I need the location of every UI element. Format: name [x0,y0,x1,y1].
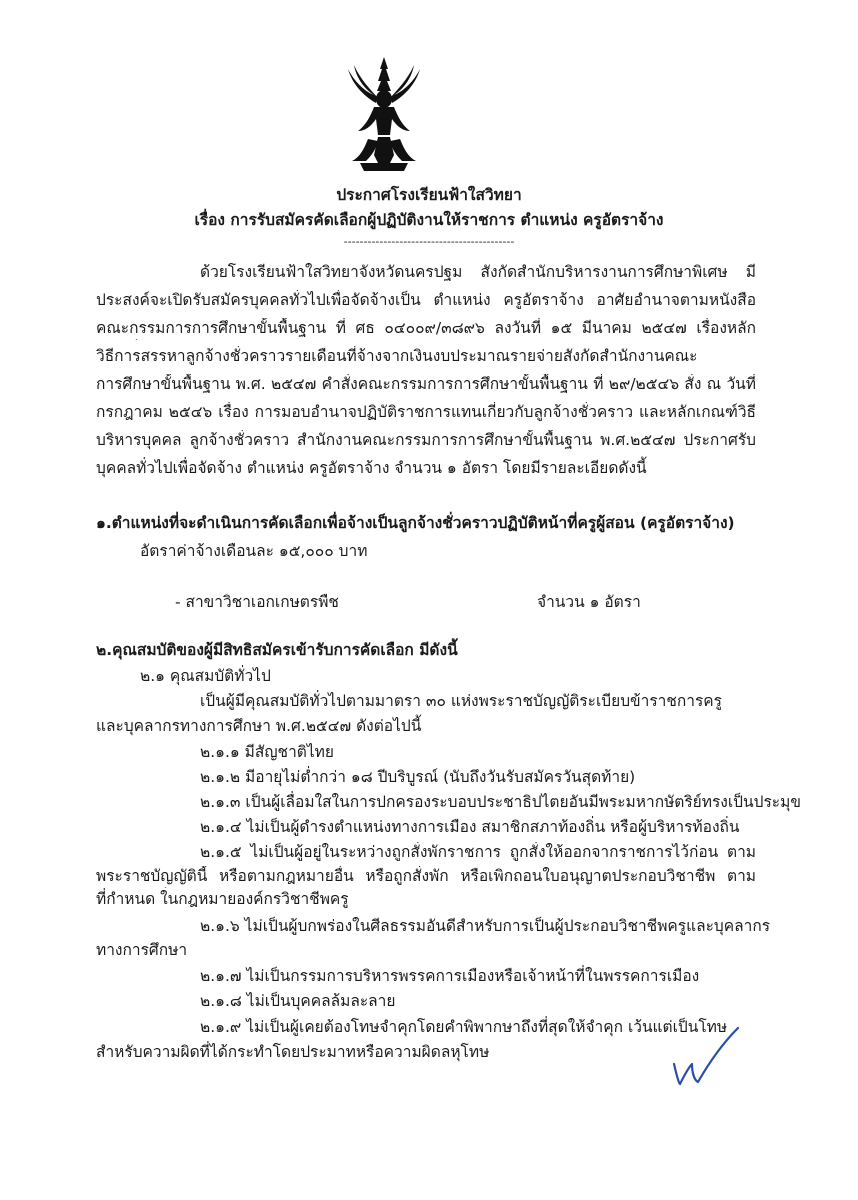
section-2-1-heading: ๒.๑ คุณสมบัติทั่วไป [140,667,271,685]
qualification-item: ๒.๑.๓ เป็นผู้เลื่อมใสในการปกครองระบอบประชาธิปไตยอันมีพระมหากษัตริย์ทรงเป็นประมุข [200,793,801,811]
intro-line: ประสงค์จะเปิดรับสมัครบุคคลทั่วไปเพื่อจัดจ้างเป็น ตำแหน่ง ครูอัตราจ้าง อาศัยอำนาจตามหนังสือ [96,291,756,309]
section-1-heading: ๑.ตำแหน่งที่จะดำเนินการคัดเลือกเพื่อจ้างเป็นลูกจ้างชั่วคราวปฏิบัติหน้าที่ครูผู้สอน (ครูอัตราจ้าง) [96,514,735,532]
intro-line: คณะกรรมการการศึกษาขั้นพื้นฐาน ที่ ศธ ๐๔๐๐๙/๓๘๙๖ ลงวันที่ ๑๕ มีนาคม ๒๕๔๗ เรื่องหลัก [96,319,756,337]
qualification-item-continued: พระราชบัญญัตินี้ หรือตามกฎหมายอื่น หรือถูกสั่งพัก หรือเพิกถอนใบอนุญาตประกอบวิชาชีพ ตาม [96,867,756,885]
handwritten-initial-signature [666,1024,746,1094]
qualification-item: ๒.๑.๗ ไม่เป็นกรรมการบริหารพรรคการเมืองหรือเจ้าหน้าที่ในพรรคการเมือง [200,967,700,985]
position-count: จำนวน ๑ อัตรา [537,593,641,611]
general-qualification-line: และบุคลากรทางการศึกษา พ.ศ.๒๕๔๗ ดังต่อไปนี้ [96,717,422,735]
document-subject: เรื่อง การรับสมัครคัดเลือกผู้ปฏิบัติงานให้ราชการ ตำแหน่ง ครูอัตราจ้าง [194,211,664,229]
qualification-item-continued: ที่กำหนด ในกฎหมายองค์กรวิชาชีพครู [96,890,349,908]
qualification-item: ๒.๑.๔ ไม่เป็นผู้ดำรงตำแหน่งทางการเมือง สมาชิกสภาท้องถิ่น หรือผู้บริหารท้องถิ่น [200,818,740,836]
intro-line: ด้วยโรงเรียนฟ้าใสวิทยาจังหวัดนครปฐม สังกัดสำนักบริหารงานการศึกษาพิเศษ มี [200,263,756,281]
intro-line: กรกฎาคม ๒๕๔๖ เรื่อง การมอบอำนาจปฏิบัติราชการแทนเกี่ยวกับลูกจ้างชั่วคราว และหลักเกณฑ์วิธี [96,403,756,421]
qualification-item: ๒.๑.๒ มีอายุไม่ต่ำกว่า ๑๘ ปีบริบูรณ์ (นับถึงวันรับสมัครวันสุดท้าย) [200,768,636,786]
section-2-heading: ๒.คุณสมบัติของผู้มีสิทธิสมัครเข้ารับการคัดเลือก มีดังนี้ [96,641,458,659]
garuda-emblem-icon [344,55,424,175]
intro-line: วิธีการสรรหาลูกจ้างชั่วคราวรายเดือนที่จ้างจากเงินงบประมาณรายจ่ายสังกัดสำนักงานคณะ [96,347,698,365]
intro-line: การศึกษาขั้นพื้นฐาน พ.ศ. ๒๕๔๗ คำสั่งคณะกรรมการการศึกษาขั้นพื้นฐาน ที่ ๒๙/๒๕๔๖ สั่ง ณ วันที่ [96,375,756,393]
qualification-item: ๒.๑.๑ มีสัญชาติไทย [200,743,334,761]
divider: ------------------------------------------- [343,235,515,248]
qualification-item-continued: สำหรับความผิดที่ได้กระทำโดยประมาทหรือความผิดลหุโทษ [96,1043,490,1061]
general-qualification-line: เป็นผู้มีคุณสมบัติทั่วไปตามมาตรา ๓๐ แห่งพระราชบัญญัติระเบียบข้าราชการครู [200,692,723,710]
subject-field: - สาขาวิชาเอกเกษตรพืช [175,593,339,611]
qualification-item: ๒.๑.๙ ไม่เป็นผู้เคยต้องโทษจำคุกโดยคำพิพากษาถึงที่สุดให้จำคุก เว้นแต่เป็นโทษ [200,1018,728,1036]
qualification-item-continued: ทางการศึกษา [96,941,188,959]
intro-line: บริหารบุคคล ลูกจ้างชั่วคราว สำนักงานคณะกรรมการการศึกษาขั้นพื้นฐาน พ.ศ.๒๕๔๗ ประกาศรับ [96,431,756,449]
qualification-item: ๒.๑.๘ ไม่เป็นบุคคลล้มละลาย [200,992,396,1010]
qualification-item: ๒.๑.๖ ไม่เป็นผู้บกพร่องในศีลธรรมอันดีสำหรับการเป็นผู้ประกอบวิชาชีพครูและบุคลากร [200,917,771,935]
wage-rate: อัตราค่าจ้างเดือนละ ๑๕,๐๐๐ บาท [140,542,368,560]
intro-line: บุคคลทั่วไปเพื่อจัดจ้าง ตำแหน่ง ครูอัตราจ้าง จำนวน ๑ อัตรา โดยมีรายละเอียดดังนี้ [96,459,647,477]
qualification-item: ๒.๑.๕ ไม่เป็นผู้อยู่ในระหว่างถูกสั่งพักราชการ ถูกสั่งให้ออกจากราชการไว้ก่อน ตาม [200,843,756,861]
document-title: ประกาศโรงเรียนฟ้าใสวิทยา [336,186,522,204]
